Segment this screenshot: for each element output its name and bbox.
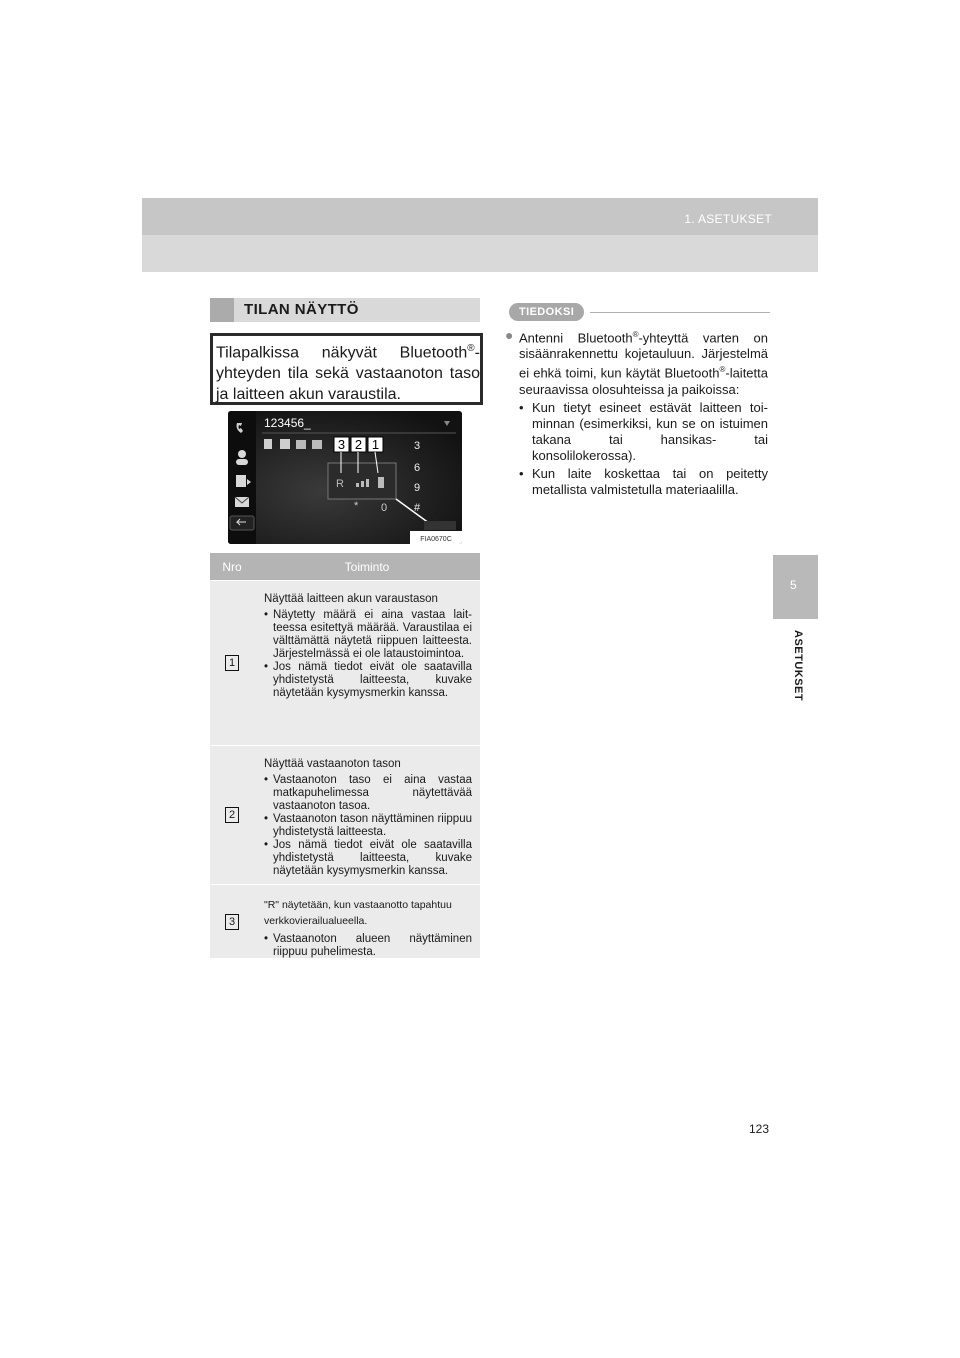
note-item: • Kun tietyt esineet estävät laitteen toiminnan (esimerkiksi, kun se on istuimen takana tai hansikas- tai konsolilokerossa).: [519, 399, 768, 463]
row-lead: Näyttää vastaanoton tason: [264, 758, 401, 770]
table-row: [210, 745, 480, 884]
row-lead: Näyttää laitteen akun varaustason: [264, 593, 438, 605]
table-row: [210, 580, 480, 745]
svg-text:1: 1: [371, 437, 380, 452]
row-number: 2: [225, 807, 239, 823]
figure-caption: FIA0670C: [420, 536, 452, 543]
svg-text:3: 3: [337, 437, 346, 452]
key-star: *: [354, 500, 359, 512]
intro-registered-mark: ®: [467, 343, 475, 354]
row-number: 1: [225, 655, 239, 671]
intro-box: [210, 333, 483, 405]
note-main-text: Antenni Bluetooth®-yhteyttä varten on sisäänrakennettu kojetauluun. Järjestelmä ei ehkä toimi, kun käytät Bluetooth®-laitetta seuraavissa olosuhteissa ja paikoissa:: [519, 330, 768, 397]
bullet-circle-icon: ●: [505, 327, 514, 343]
table-header: [210, 553, 480, 580]
message-icon: [235, 497, 249, 507]
function-table: [210, 553, 480, 958]
row-bullet: • Vastaanoton alueen näyttäminen riippuu puhelimesta.: [264, 933, 472, 958]
row-bullet: • Jos nämä tiedot eivät ole saatavilla yhdistetystä laitteesta, kuvake näytetään kysymysmerkin kanssa.: [264, 661, 472, 699]
note-rule: [590, 312, 770, 313]
side-tab-number: 5: [790, 578, 797, 592]
key-0: 0: [381, 502, 388, 514]
back-button-icon: [230, 516, 254, 530]
row-lead: "R" näytetään, kun vastaanotto tapahtuu verkkovierailualueella.: [264, 899, 452, 927]
section-title: TILAN NÄYTTÖ: [244, 301, 359, 318]
header-toiminto: Toiminto: [344, 559, 390, 574]
screen-svg: [228, 411, 462, 544]
intro-text-end: -yhteyden tila sekä vastaanoton taso ja laitteen akun varaustila.: [216, 344, 480, 404]
key-6: 6: [414, 462, 421, 474]
row-bullet: • Vastaanoton taso ei aina vastaa matkapuhelimessa näytettävää vastaanoton tasoa.: [264, 774, 472, 812]
dialed-number: 123456_: [264, 416, 311, 430]
chapter-label: 1. ASETUKSET: [684, 212, 772, 226]
svg-text:R: R: [336, 478, 344, 490]
side-chapter-label: ASETUKSET: [792, 630, 804, 702]
key-3: 3: [414, 440, 421, 452]
table-row: [210, 884, 480, 958]
note-label: TIEDOKSI: [509, 303, 584, 321]
svg-text:2: 2: [354, 437, 363, 452]
row-bullet: • Jos nämä tiedot eivät ole saatavilla yhdistetystä laitteesta, kuvake näytetään kysymysmerkin kanssa.: [264, 839, 472, 877]
row-bullet: • Näytetty määrä ei aina vastaa laitteessa esitettyä määrää. Varaustilaa ei välttämättä näytetä riippuen laitteesta. Järjestelmässä ei ole lataustoimintoa.: [264, 609, 472, 660]
key-hash: #: [414, 502, 421, 514]
note-item: • Kun laite koskettaa tai on peitetty metallista valmistetulla materiaalilla.: [519, 465, 768, 497]
section-square-icon: [210, 298, 234, 322]
header-nro: Nro: [222, 559, 242, 574]
intro-text-start: Tilapalkissa näkyvät Bluetooth: [216, 344, 468, 362]
page-number: 123: [749, 1122, 770, 1136]
note-block: [505, 327, 768, 498]
row-number: 3: [225, 914, 239, 930]
row-bullet: • Vastaanoton tason näyttäminen riippuu yhdistetystä laitteesta.: [264, 813, 472, 838]
key-9: 9: [414, 482, 421, 494]
section-heading: [210, 298, 480, 322]
status-screen-illustration: [228, 411, 462, 544]
